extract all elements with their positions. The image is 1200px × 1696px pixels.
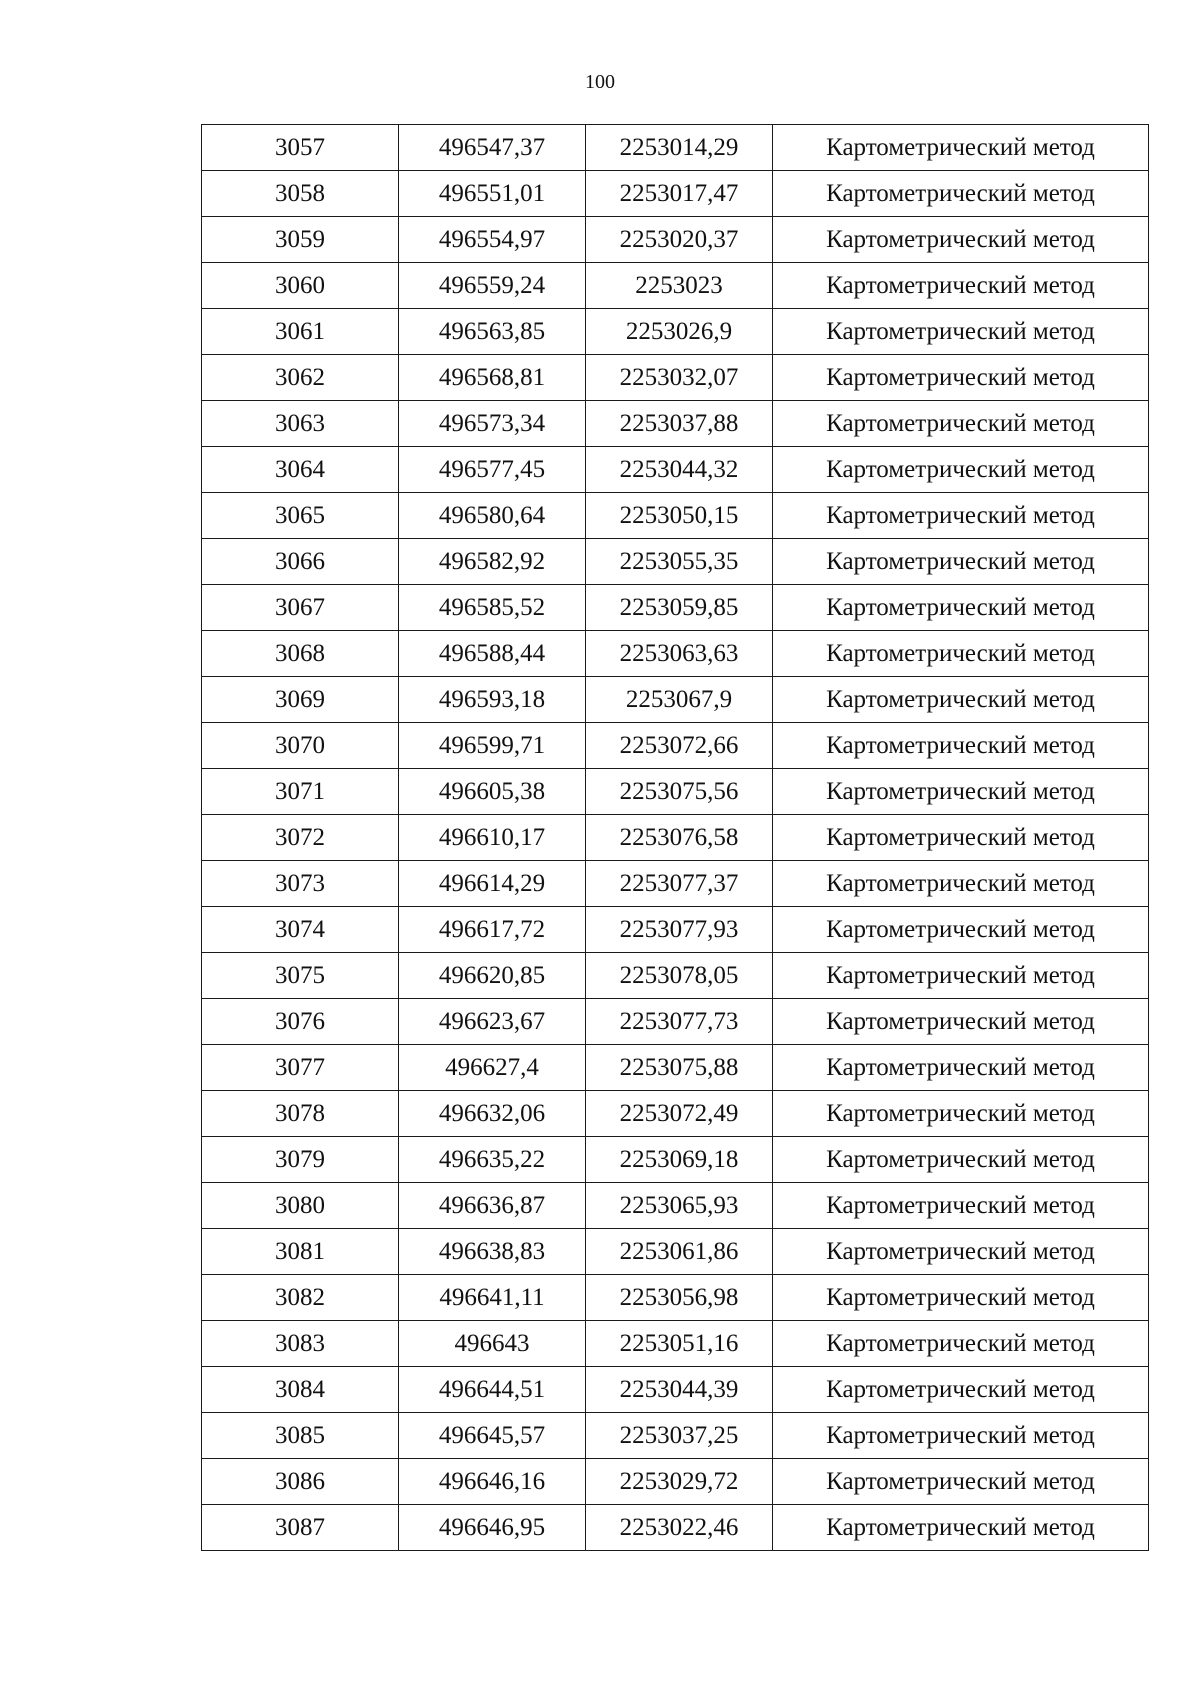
coordinates-table	[201, 124, 1149, 1551]
table-row	[202, 1505, 1149, 1551]
method-cell: Картометрический метод	[773, 1275, 1149, 1321]
point-number-cell: 3073	[202, 861, 399, 907]
y-coordinate-cell: 2253069,18	[586, 1137, 773, 1183]
y-coordinate-cell: 2253050,15	[586, 493, 773, 539]
method-cell: Картометрический метод	[773, 355, 1149, 401]
method-cell: Картометрический метод	[773, 1321, 1149, 1367]
x-coordinate-cell: 496593,18	[399, 677, 586, 723]
x-coordinate-cell: 496638,83	[399, 1229, 586, 1275]
y-coordinate-cell: 2253055,35	[586, 539, 773, 585]
y-coordinate-cell: 2253075,88	[586, 1045, 773, 1091]
x-coordinate-cell: 496636,87	[399, 1183, 586, 1229]
x-coordinate-cell: 496635,22	[399, 1137, 586, 1183]
table-row	[202, 171, 1149, 217]
y-coordinate-cell: 2253044,39	[586, 1367, 773, 1413]
point-number-cell: 3059	[202, 217, 399, 263]
y-coordinate-cell: 2253077,37	[586, 861, 773, 907]
method-cell: Картометрический метод	[773, 309, 1149, 355]
method-cell: Картометрический метод	[773, 1183, 1149, 1229]
table-row	[202, 1137, 1149, 1183]
method-cell: Картометрический метод	[773, 861, 1149, 907]
y-coordinate-cell: 2253051,16	[586, 1321, 773, 1367]
table-row	[202, 953, 1149, 999]
table-row	[202, 723, 1149, 769]
x-coordinate-cell: 496580,64	[399, 493, 586, 539]
table-row	[202, 309, 1149, 355]
point-number-cell: 3081	[202, 1229, 399, 1275]
point-number-cell: 3058	[202, 171, 399, 217]
x-coordinate-cell: 496582,92	[399, 539, 586, 585]
point-number-cell: 3077	[202, 1045, 399, 1091]
x-coordinate-cell: 496632,06	[399, 1091, 586, 1137]
x-coordinate-cell: 496646,95	[399, 1505, 586, 1551]
method-cell: Картометрический метод	[773, 769, 1149, 815]
method-cell: Картометрический метод	[773, 677, 1149, 723]
x-coordinate-cell: 496641,11	[399, 1275, 586, 1321]
y-coordinate-cell: 2253067,9	[586, 677, 773, 723]
y-coordinate-cell: 2253044,32	[586, 447, 773, 493]
point-number-cell: 3061	[202, 309, 399, 355]
table-row	[202, 1367, 1149, 1413]
table-row	[202, 1413, 1149, 1459]
point-number-cell: 3065	[202, 493, 399, 539]
method-cell: Картометрический метод	[773, 907, 1149, 953]
table-row	[202, 493, 1149, 539]
table-row	[202, 1229, 1149, 1275]
x-coordinate-cell: 496551,01	[399, 171, 586, 217]
y-coordinate-cell: 2253026,9	[586, 309, 773, 355]
point-number-cell: 3083	[202, 1321, 399, 1367]
point-number-cell: 3074	[202, 907, 399, 953]
point-number-cell: 3075	[202, 953, 399, 999]
point-number-cell: 3057	[202, 125, 399, 171]
method-cell: Картометрический метод	[773, 723, 1149, 769]
y-coordinate-cell: 2253023	[586, 263, 773, 309]
x-coordinate-cell: 496617,72	[399, 907, 586, 953]
point-number-cell: 3082	[202, 1275, 399, 1321]
table-row	[202, 815, 1149, 861]
x-coordinate-cell: 496547,37	[399, 125, 586, 171]
x-coordinate-cell: 496643	[399, 1321, 586, 1367]
y-coordinate-cell: 2253037,25	[586, 1413, 773, 1459]
y-coordinate-cell: 2253037,88	[586, 401, 773, 447]
y-coordinate-cell: 2253077,73	[586, 999, 773, 1045]
x-coordinate-cell: 496573,34	[399, 401, 586, 447]
y-coordinate-cell: 2253063,63	[586, 631, 773, 677]
x-coordinate-cell: 496646,16	[399, 1459, 586, 1505]
y-coordinate-cell: 2253078,05	[586, 953, 773, 999]
table-row	[202, 263, 1149, 309]
point-number-cell: 3062	[202, 355, 399, 401]
point-number-cell: 3068	[202, 631, 399, 677]
x-coordinate-cell: 496614,29	[399, 861, 586, 907]
x-coordinate-cell: 496568,81	[399, 355, 586, 401]
y-coordinate-cell: 2253077,93	[586, 907, 773, 953]
y-coordinate-cell: 2253065,93	[586, 1183, 773, 1229]
x-coordinate-cell: 496610,17	[399, 815, 586, 861]
method-cell: Картометрический метод	[773, 953, 1149, 999]
point-number-cell: 3080	[202, 1183, 399, 1229]
table-row	[202, 125, 1149, 171]
table-row	[202, 1045, 1149, 1091]
point-number-cell: 3079	[202, 1137, 399, 1183]
x-coordinate-cell: 496627,4	[399, 1045, 586, 1091]
x-coordinate-cell: 496585,52	[399, 585, 586, 631]
table-row	[202, 769, 1149, 815]
point-number-cell: 3087	[202, 1505, 399, 1551]
table-row	[202, 217, 1149, 263]
x-coordinate-cell: 496620,85	[399, 953, 586, 999]
point-number-cell: 3076	[202, 999, 399, 1045]
method-cell: Картометрический метод	[773, 815, 1149, 861]
point-number-cell: 3084	[202, 1367, 399, 1413]
point-number-cell: 3071	[202, 769, 399, 815]
table-row	[202, 1321, 1149, 1367]
y-coordinate-cell: 2253061,86	[586, 1229, 773, 1275]
table-row	[202, 1275, 1149, 1321]
table-row	[202, 539, 1149, 585]
y-coordinate-cell: 2253020,37	[586, 217, 773, 263]
x-coordinate-cell: 496645,57	[399, 1413, 586, 1459]
y-coordinate-cell: 2253059,85	[586, 585, 773, 631]
table-row	[202, 401, 1149, 447]
table-row	[202, 999, 1149, 1045]
method-cell: Картометрический метод	[773, 1229, 1149, 1275]
x-coordinate-cell: 496605,38	[399, 769, 586, 815]
method-cell: Картометрический метод	[773, 1505, 1149, 1551]
x-coordinate-cell: 496563,85	[399, 309, 586, 355]
y-coordinate-cell: 2253032,07	[586, 355, 773, 401]
method-cell: Картометрический метод	[773, 1091, 1149, 1137]
x-coordinate-cell: 496623,67	[399, 999, 586, 1045]
y-coordinate-cell: 2253072,49	[586, 1091, 773, 1137]
y-coordinate-cell: 2253075,56	[586, 769, 773, 815]
point-number-cell: 3064	[202, 447, 399, 493]
y-coordinate-cell: 2253022,46	[586, 1505, 773, 1551]
point-number-cell: 3069	[202, 677, 399, 723]
method-cell: Картометрический метод	[773, 1459, 1149, 1505]
x-coordinate-cell: 496599,71	[399, 723, 586, 769]
table-row	[202, 585, 1149, 631]
y-coordinate-cell: 2253056,98	[586, 1275, 773, 1321]
method-cell: Картометрический метод	[773, 1045, 1149, 1091]
table-row	[202, 907, 1149, 953]
method-cell: Картометрический метод	[773, 447, 1149, 493]
x-coordinate-cell: 496644,51	[399, 1367, 586, 1413]
table-row	[202, 1091, 1149, 1137]
method-cell: Картометрический метод	[773, 1367, 1149, 1413]
y-coordinate-cell: 2253072,66	[586, 723, 773, 769]
method-cell: Картометрический метод	[773, 1413, 1149, 1459]
point-number-cell: 3085	[202, 1413, 399, 1459]
method-cell: Картометрический метод	[773, 631, 1149, 677]
method-cell: Картометрический метод	[773, 493, 1149, 539]
point-number-cell: 3078	[202, 1091, 399, 1137]
table-row	[202, 1183, 1149, 1229]
table-row	[202, 355, 1149, 401]
method-cell: Картометрический метод	[773, 999, 1149, 1045]
y-coordinate-cell: 2253076,58	[586, 815, 773, 861]
table-row	[202, 677, 1149, 723]
y-coordinate-cell: 2253014,29	[586, 125, 773, 171]
coordinates-table-body	[202, 125, 1149, 1551]
method-cell: Картометрический метод	[773, 539, 1149, 585]
method-cell: Картометрический метод	[773, 263, 1149, 309]
point-number-cell: 3070	[202, 723, 399, 769]
table-row	[202, 1459, 1149, 1505]
method-cell: Картометрический метод	[773, 401, 1149, 447]
method-cell: Картометрический метод	[773, 585, 1149, 631]
point-number-cell: 3072	[202, 815, 399, 861]
table-row	[202, 861, 1149, 907]
point-number-cell: 3066	[202, 539, 399, 585]
method-cell: Картометрический метод	[773, 217, 1149, 263]
page-number: 100	[585, 71, 615, 93]
point-number-cell: 3060	[202, 263, 399, 309]
point-number-cell: 3086	[202, 1459, 399, 1505]
table-row	[202, 447, 1149, 493]
y-coordinate-cell: 2253029,72	[586, 1459, 773, 1505]
point-number-cell: 3067	[202, 585, 399, 631]
x-coordinate-cell: 496577,45	[399, 447, 586, 493]
point-number-cell: 3063	[202, 401, 399, 447]
method-cell: Картометрический метод	[773, 171, 1149, 217]
x-coordinate-cell: 496554,97	[399, 217, 586, 263]
y-coordinate-cell: 2253017,47	[586, 171, 773, 217]
x-coordinate-cell: 496588,44	[399, 631, 586, 677]
method-cell: Картометрический метод	[773, 1137, 1149, 1183]
table-row	[202, 631, 1149, 677]
x-coordinate-cell: 496559,24	[399, 263, 586, 309]
method-cell: Картометрический метод	[773, 125, 1149, 171]
